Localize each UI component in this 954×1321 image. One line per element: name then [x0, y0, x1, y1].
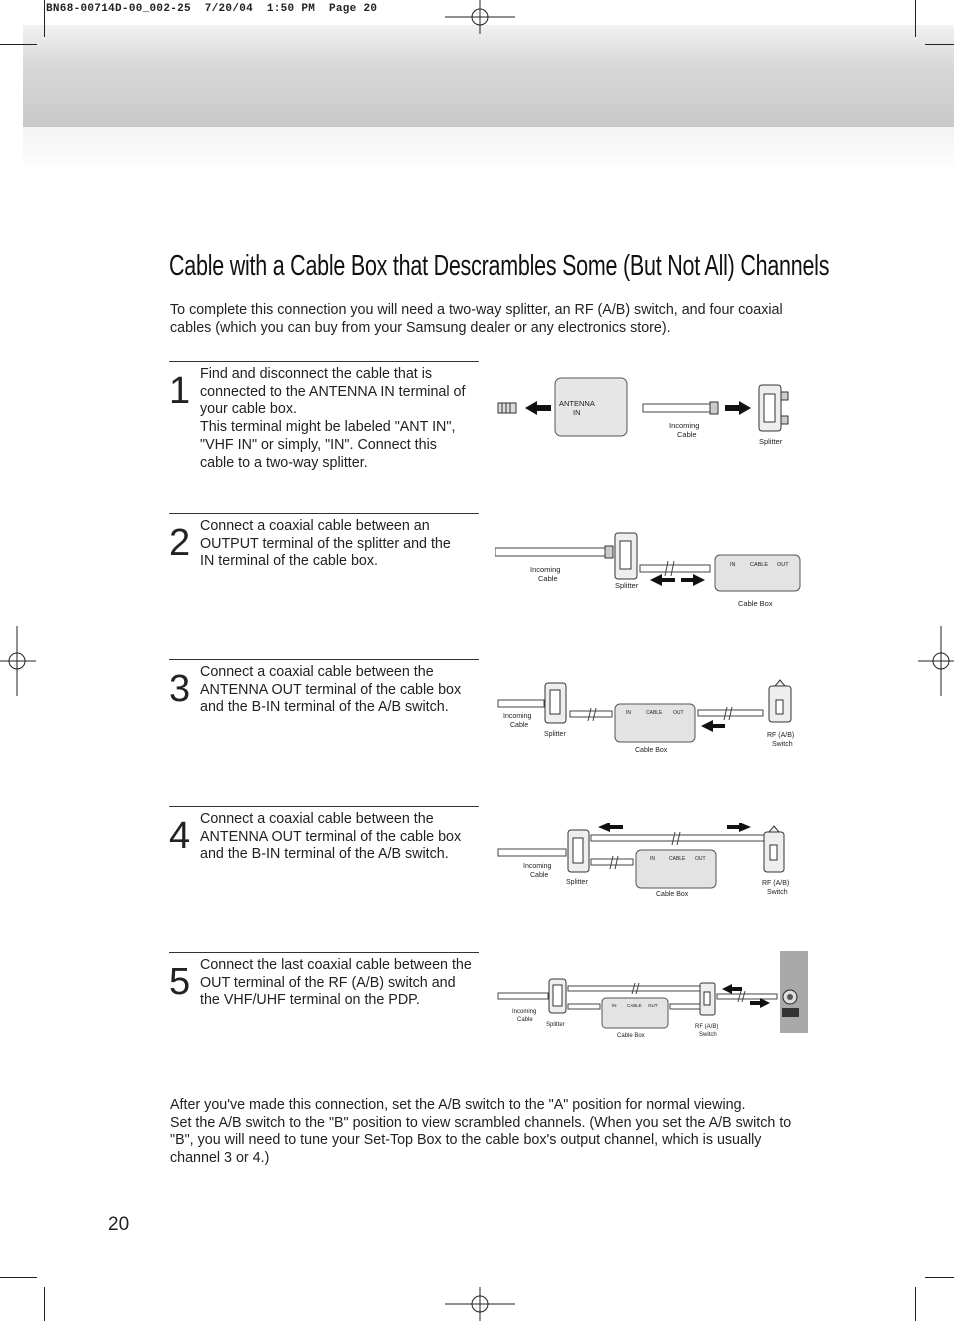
step-line: ANTENNA OUT terminal of the cable box — [200, 681, 462, 698]
step-text — [200, 664, 480, 717]
registration-mark-left — [0, 626, 36, 696]
coax-plug-icon — [498, 403, 516, 413]
arrow-left-icon — [722, 984, 742, 994]
step-line: OUTPUT terminal of the splitter and the — [200, 535, 451, 552]
step-line: and the B-IN terminal of the A/B switch. — [200, 846, 449, 863]
step-line: Connect the last coaxial cable between the — [200, 957, 472, 973]
cable-box-label: Cable Box — [617, 1033, 645, 1039]
splitter-label: Splitter — [546, 1022, 565, 1028]
splitter-label: Splitter — [544, 731, 566, 738]
cable-box-label: Cable Box — [635, 747, 668, 754]
registration-mark-bottom — [445, 1287, 515, 1321]
page-title: Cable with a Cable Box that Descrambles Some (But Not All) Channels — [169, 250, 830, 282]
step-line: the VHF/UHF terminal on the PDP. — [200, 992, 420, 1009]
step-line: "VHF IN" or simply, "IN". Connect this — [200, 436, 437, 453]
step-line: Connect a coaxial cable between an — [200, 518, 430, 534]
step-number: 1 — [169, 370, 191, 412]
rf-switch-label: RF (A/B) — [695, 1024, 719, 1030]
header-banner — [23, 25, 954, 127]
crop-mark — [44, 0, 45, 37]
step-line: OUT terminal of the RF (A/B) switch and — [200, 974, 456, 991]
port-label: IN — [650, 856, 655, 862]
crop-mark — [44, 1287, 45, 1321]
page-number: 20 — [108, 1214, 130, 1235]
coax-cable — [640, 565, 710, 572]
incoming-cable — [643, 404, 715, 412]
port-label: CABLE — [750, 562, 769, 568]
incoming-cable — [498, 993, 548, 999]
step-line: connected to the ANTENNA IN terminal of — [200, 383, 466, 400]
crop-mark — [0, 1277, 37, 1278]
incoming-cable-label: Incoming — [523, 863, 552, 870]
arrow-left-icon — [701, 720, 725, 732]
step-2 — [169, 513, 479, 574]
port-label: CABLE — [646, 710, 663, 716]
rf-switch-label: RF (A/B) — [767, 732, 795, 739]
step-line: ANTENNA OUT terminal of the cable box — [200, 828, 462, 845]
header-banner-fade — [23, 127, 954, 172]
registration-mark-right — [918, 626, 954, 696]
incoming-cable — [498, 700, 544, 707]
step-line: Connect a coaxial cable between the — [200, 664, 434, 680]
crop-mark — [915, 0, 916, 37]
incoming-cable-label-2: Cable — [530, 872, 549, 879]
arrow-right-icon — [727, 823, 751, 832]
outro-paragraph: Set the A/B switch to the "B" position to view scrambled channels. (When you set the A/B switch to "B", you will need to tune your Set-Top Box to the cable box's output channel, which is usually channel 3 or 4.) — [170, 1114, 792, 1166]
rf-switch-label-2: Switch — [699, 1032, 717, 1038]
step-text — [200, 518, 480, 571]
step-number: 2 — [169, 522, 191, 564]
port-label: CABLE — [627, 1003, 642, 1008]
rf-switch-label: RF (A/B) — [762, 880, 790, 887]
rf-switch-label-2: Switch — [767, 889, 788, 896]
incoming-cable-label-2: Cable — [517, 1017, 533, 1023]
port-label: IN — [612, 1003, 617, 1008]
incoming-cable-label: Incoming — [503, 713, 532, 720]
step-line: cable to a two-way splitter. — [200, 454, 368, 471]
crop-mark — [925, 44, 954, 45]
step-text — [200, 957, 480, 1010]
port-label: OUT — [648, 1003, 658, 1008]
diagram-step-5 — [495, 975, 810, 1040]
incoming-cable-label: Incoming — [669, 421, 700, 430]
step-line: your cable box. — [200, 401, 297, 418]
step-number: 3 — [169, 668, 191, 710]
splitter-label: Splitter — [615, 581, 639, 590]
coax-cable — [717, 994, 777, 999]
port-label: OUT — [673, 710, 684, 716]
port-label: OUT — [777, 562, 789, 568]
diagram-step-2 — [495, 525, 805, 610]
port-label: OUT — [695, 856, 706, 862]
cable-box-label: Cable Box — [738, 599, 773, 608]
incoming-cable — [498, 849, 566, 856]
coax-cable — [591, 835, 764, 841]
step-3 — [169, 659, 479, 720]
step-5 — [169, 952, 479, 1013]
crop-mark — [0, 44, 37, 45]
diagram-step-4 — [495, 823, 805, 901]
rf-switch-label-2: Switch — [772, 741, 793, 748]
splitter-label: Splitter — [566, 879, 588, 886]
step-4 — [169, 806, 479, 867]
incoming-cable-label-2: Cable — [510, 722, 529, 729]
arrow-left-icon — [598, 823, 623, 832]
step-text — [200, 811, 480, 864]
step-text — [200, 366, 480, 472]
step-number: 5 — [169, 961, 191, 1003]
crop-mark — [915, 1287, 916, 1321]
antenna-in-label-2: IN — [573, 408, 581, 417]
incoming-cable — [495, 548, 607, 556]
arrow-right-icon — [681, 574, 705, 586]
arrow-right-icon — [725, 401, 751, 415]
closing-instructions — [170, 1097, 800, 1167]
port-label: IN — [730, 562, 736, 568]
registration-mark-top — [445, 0, 515, 34]
diagram-step-1 — [495, 370, 805, 455]
print-header: BN68-00714D-00_002-25 7/20/04 1:50 PM Page 20 — [46, 3, 378, 15]
step-number: 4 — [169, 815, 191, 857]
intro-text: To complete this connection you will need a two-way splitter, an RF (A/B) switch, and four coaxial cables (which you can buy from your Samsung dealer or any electronics store). — [170, 302, 783, 336]
incoming-cable-label: Incoming — [530, 565, 561, 574]
port-label: CABLE — [669, 856, 686, 862]
step-line: This terminal might be labeled "ANT IN", — [200, 419, 456, 436]
cable-box-label: Cable Box — [656, 891, 689, 898]
outro-paragraph: After you've made this connection, set the A/B switch to the "A" position for normal viewing. — [170, 1097, 746, 1113]
arrow-left-icon — [525, 401, 551, 415]
step-line: Connect a coaxial cable between the — [200, 811, 434, 827]
step-line: IN terminal of the cable box. — [200, 553, 379, 570]
step-line: and the B-IN terminal of the A/B switch. — [200, 699, 449, 716]
crop-mark — [925, 1277, 954, 1278]
port-label: IN — [626, 710, 631, 716]
incoming-cable-label-2: Cable — [538, 574, 558, 583]
antenna-in-label: ANTENNA — [559, 399, 595, 408]
splitter-label: Splitter — [759, 437, 783, 446]
incoming-cable-label: Incoming — [512, 1009, 537, 1015]
step-line: Find and disconnect the cable that is — [200, 366, 433, 382]
diagram-step-3 — [495, 678, 805, 756]
step-1 — [169, 361, 479, 472]
cable-box-icon — [715, 555, 800, 591]
incoming-cable-label-2: Cable — [677, 430, 697, 439]
